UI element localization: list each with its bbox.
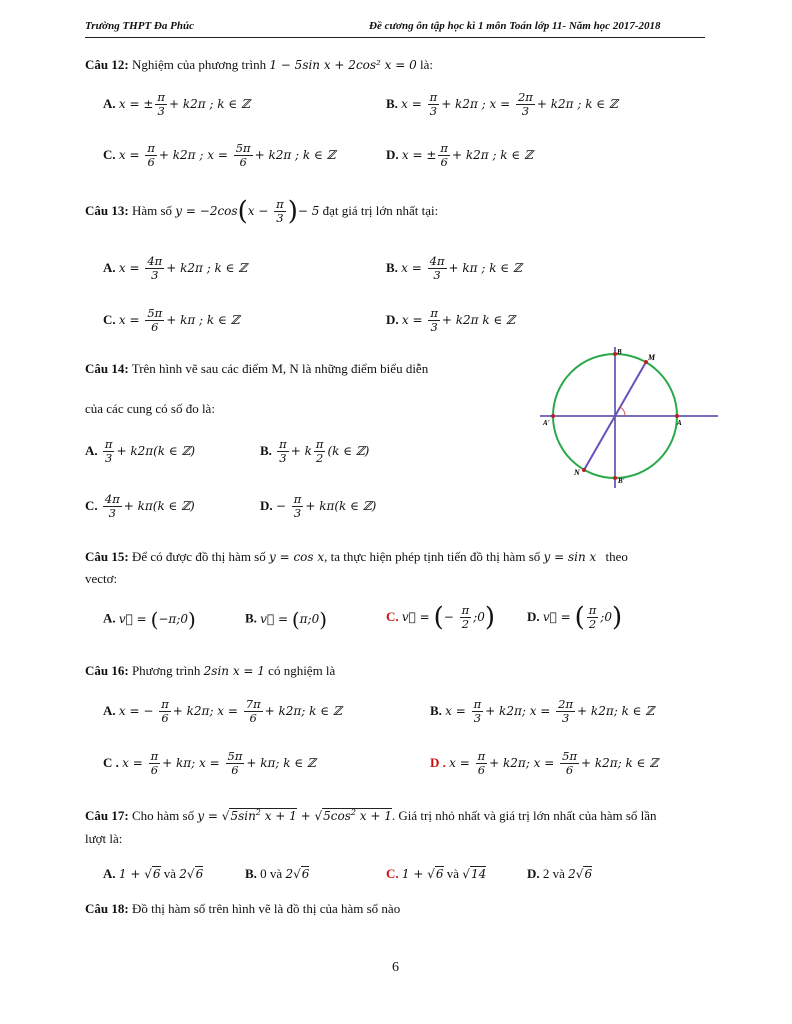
option-label: C. — [85, 498, 98, 514]
label-a-prime: A' — [543, 419, 550, 427]
q15-mid: , ta thực hiện phép tịnh tiến đồ thị hàm số — [324, 549, 541, 564]
option-label: C. — [103, 312, 116, 328]
q16-option-d[interactable]: D . x = $\frac{\pi}{6}$ + k2π; x = $\frac{5\pi}{6}$ + k2π; k ∈ ℤ — [430, 749, 659, 778]
option-label: B. — [245, 866, 257, 881]
option-label: A. — [103, 703, 116, 719]
q12-equation: 1 − 5sin x + 2cos² x = 0 — [269, 58, 417, 72]
option-label: A. — [103, 610, 116, 626]
q14-stem-line1 — [85, 361, 428, 377]
q17-option-c[interactable]: C. 1 + √6 và √14 — [386, 866, 487, 881]
q16-label: Câu 16: — [85, 663, 129, 678]
q16-option-b[interactable]: B. x = $\frac{\pi}{3}$ + k2π; x = $\frac{2\pi}{3}$ + k2π; k ∈ ℤ — [430, 697, 655, 726]
option-label: A. — [103, 260, 116, 276]
q14-option-a[interactable]: A. $\frac{\pi}{3}$ + k2π(k ∈ ℤ) — [85, 437, 196, 466]
label-b-prime: B' — [618, 477, 625, 485]
point-n — [582, 468, 586, 472]
q17-c-connector: và — [446, 866, 460, 881]
q13-option-c[interactable]: C. x = $\frac{5\pi}{6}$ + kπ ; k ∈ ℤ — [103, 306, 240, 335]
option-label: D. — [386, 312, 399, 328]
angle-arc — [620, 407, 625, 416]
q12-stem — [85, 57, 433, 73]
label-m: M — [648, 353, 656, 362]
q16-option-c[interactable]: C . x = $\frac{\pi}{6}$ + kπ; x = $\frac{5\pi}{6}$ + kπ; k ∈ ℤ — [103, 749, 316, 778]
q16-end: có nghiệm là — [268, 663, 336, 678]
q14-option-d[interactable]: D. − $\frac{\pi}{3}$ + kπ(k ∈ ℤ) — [260, 492, 377, 521]
q17-option-a[interactable]: A. 1 + √6 và 2√6 — [103, 866, 204, 881]
q14-option-c[interactable]: C. $\frac{4\pi}{3}$ + kπ(k ∈ ℤ) — [85, 492, 195, 521]
q16-stem — [85, 663, 335, 679]
q17-stem-line1: Câu 17: Cho hàm số $y = √5\sin^2$ $x + 1 + √5\cos^2$ x + 1. Giá trị nhỏ nhất và giá trị lớn nhất của hàm số lần — [85, 808, 657, 823]
option-label: D. — [527, 609, 540, 625]
label-b: B — [617, 348, 622, 356]
header-title: Đề cương ôn tập học kì 1 môn Toán lớp 11- Năm học 2017-2018 — [369, 20, 661, 32]
q15-stem-line1 — [85, 549, 628, 565]
unit-circle-figure — [538, 345, 720, 490]
q17-option-d[interactable]: D. 2 và 2√6 — [527, 866, 593, 881]
q16-option-a[interactable]: A. x = − $\frac{\pi}{6}$ + k2π; x = $\frac{7\pi}{6}$ + k2π; k ∈ ℤ — [103, 697, 342, 726]
option-label: C. — [386, 866, 399, 881]
option-label: A. — [103, 96, 116, 112]
q14-option-b[interactable]: B. $\frac{\pi}{3}$ + k $\frac{\pi}{2}$ (k ∈ ℤ) — [260, 437, 370, 466]
q15-f2: y = sin x — [543, 550, 597, 564]
option-label: B. — [386, 260, 398, 276]
q13-label: Câu 13: — [85, 203, 129, 219]
q17-label: Câu 17: — [85, 808, 129, 823]
option-label: B. — [245, 610, 257, 626]
q15-f1: y = cos x — [269, 550, 325, 564]
q13-text: Hàm số — [131, 203, 173, 219]
q17-d-connector: 2 và — [542, 866, 565, 881]
header-school: Trường THPT Đa Phúc — [85, 20, 194, 32]
option-label: D. — [260, 498, 273, 514]
option-label: A. — [85, 443, 98, 459]
q18-stem — [85, 901, 400, 917]
q13-option-b[interactable]: B. x = $\frac{4\pi}{3}$ + kπ ; k ∈ ℤ — [386, 254, 522, 283]
q13-stem: Câu 13: Hàm số y = −2cos(x − $\frac{\pi}{3}$ )− 5 đạt giá trị lớn nhất tại: — [85, 196, 439, 227]
q15-option-a[interactable]: A. v⃗ = (−π;0) — [103, 607, 196, 631]
q12-option-c[interactable]: C. x = $\frac{\pi}{6}$ + k2π ; x = $\frac{5\pi}{6}$ + k2π ; k ∈ ℤ — [103, 141, 336, 170]
option-label: D . — [430, 755, 446, 771]
q15-option-d[interactable]: D. v⃗ = ( $\frac{\pi}{2}$ ;0) — [527, 602, 623, 633]
q12-end: là: — [420, 57, 434, 72]
q15-end: theo — [605, 549, 628, 564]
label-n: N — [574, 468, 580, 477]
q13-option-d[interactable]: D. x = $\frac{\pi}{3}$ + k2π k ∈ ℤ — [386, 306, 515, 335]
option-label: B. — [386, 96, 398, 112]
q15-text: Để có được đồ thị hàm số — [131, 549, 266, 564]
q14-label: Câu 14: — [85, 361, 129, 376]
option-label: C . — [103, 755, 119, 771]
q15-option-b[interactable]: B. v⃗ = (π;0) — [245, 607, 328, 631]
point-a-prime — [551, 414, 555, 418]
q16-equation: 2sin x = 1 — [203, 664, 265, 678]
label-a: A — [677, 419, 682, 427]
option-label: D. — [527, 866, 540, 881]
q13-option-a[interactable]: A. x = $\frac{4\pi}{3}$ + k2π ; k ∈ ℤ — [103, 254, 248, 283]
option-label: D. — [386, 147, 399, 163]
option-label: B. — [260, 443, 272, 459]
q15-label: Câu 15: — [85, 549, 129, 564]
q15-stem-line2: vectơ: — [85, 571, 118, 586]
q17-text: Cho hàm số — [131, 808, 195, 823]
q12-option-b[interactable]: B. x = $\frac{\pi}{3}$ + k2π ; x = $\frac{2\pi}{3}$ + k2π ; k ∈ ℤ — [386, 90, 618, 119]
q18-text: Đồ thị hàm số trên hình vẽ là đồ thị của hàm số nào — [131, 901, 401, 916]
q17-b-connector: 0 và — [260, 866, 283, 881]
option-label: C. — [386, 609, 399, 625]
q18-label: Câu 18: — [85, 901, 129, 916]
header-rule — [85, 37, 705, 38]
q16-text: Phương trình — [131, 663, 201, 678]
q14-text1: Trên hình vẽ sau các điểm M, N là những điểm biểu diễn — [131, 361, 429, 376]
option-label: C. — [103, 147, 116, 163]
q15-option-c[interactable]: C. v⃗ = (− $\frac{\pi}{2}$ ;0) — [386, 602, 495, 633]
q12-option-a[interactable]: A. x = ± $\frac{\pi}{3}$ + k2π ; k ∈ ℤ — [103, 90, 250, 119]
option-label: B. — [430, 703, 442, 719]
q17-stem-line2: lượt là: — [85, 831, 123, 846]
point-a — [675, 414, 679, 418]
q12-text: Nghiệm của phương trình — [131, 57, 267, 72]
q13-end: đạt giá trị lớn nhất tại: — [322, 203, 439, 219]
q17-end: . Giá trị nhỏ nhất và giá trị lớn nhất của hàm số lần — [391, 808, 657, 823]
q12-label: Câu 12: — [85, 57, 129, 72]
q17-option-b[interactable]: B. 0 và 2√6 — [245, 866, 310, 881]
q12-option-d[interactable]: D. x = ± $\frac{\pi}{6}$ + k2π ; k ∈ ℤ — [386, 141, 533, 170]
q14-stem-line2: của các cung có số đo là: — [85, 401, 215, 416]
q17-a-connector: và — [163, 866, 177, 881]
page-number: 6 — [392, 960, 399, 975]
option-label: A. — [103, 866, 116, 881]
point-b-prime — [613, 476, 617, 480]
